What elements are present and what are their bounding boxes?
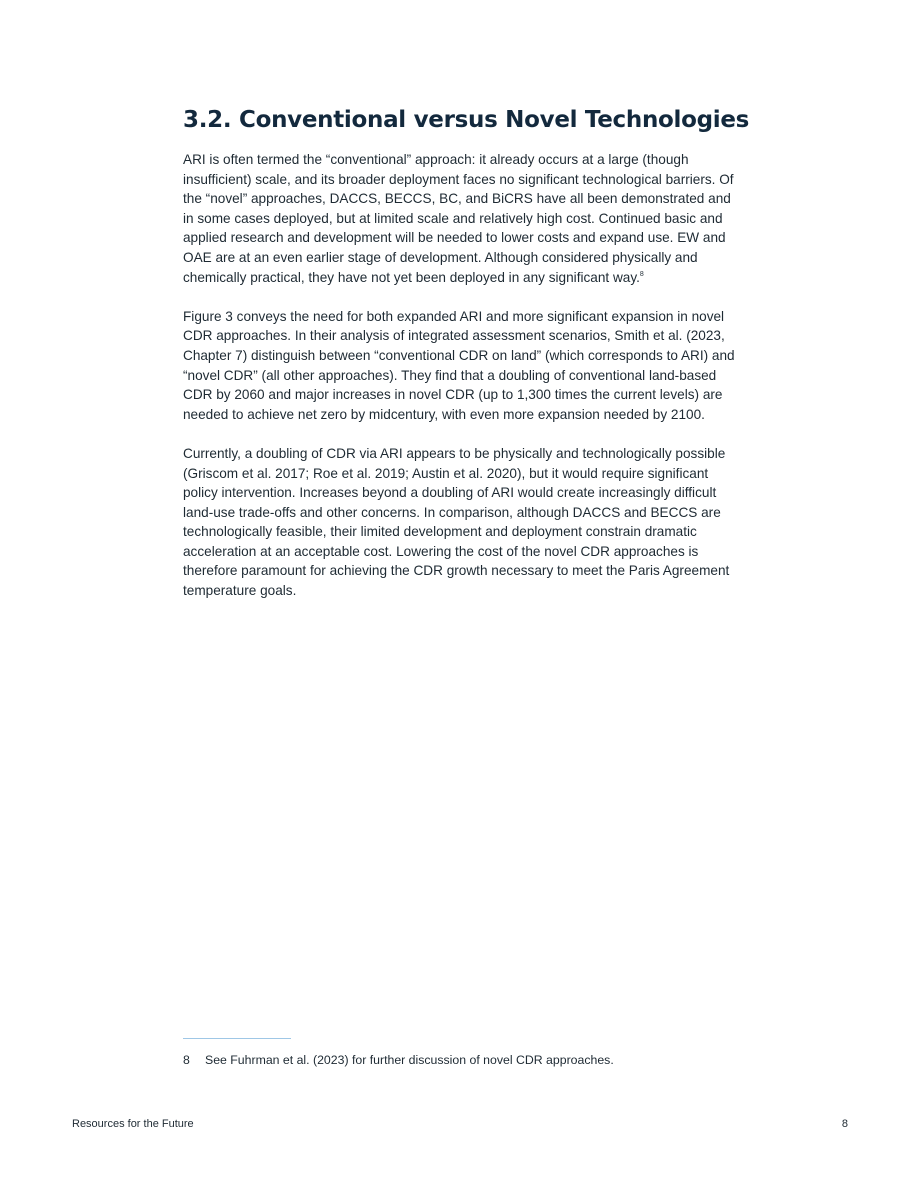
footnote <box>183 1052 614 1068</box>
paragraph-1 <box>183 150 743 287</box>
section-heading: 3.2. Conventional versus Novel Technologies <box>183 107 750 133</box>
page-number: 8 <box>841 1118 848 1130</box>
paragraph-2: Figure 3 conveys the need for both expanded ARI and more significant expansion in novel CDR approaches. In their analysis of integrated assessment scenarios, Smith et al. (2023, Chapter 7) distinguish between “conventional CDR on land” (which corresponds to ARI) and “novel CDR” (all other approaches). They find that a doubling of conventional land-based CDR by 2060 and major increases in novel CDR (up to 1,300 times the current levels) are needed to achieve net zero by midcentury, with even more expansion needed by 2100. <box>183 308 735 422</box>
paragraph-1-text: ARI is often termed the “conventional” approach: it already occurs at a large (though insufficient) scale, and its broader deployment faces no significant technological barriers. Of the “novel” approaches, DACCS, BECCS, BC, and BiCRS have all been demonstrated and in some cases deployed, but at limited scale and relatively high cost. Continued basic and applied research and development will be needed to lower costs and expand use. EW and OAE are at an even earlier stage of development. Although considered physically and chemically practical, they have not yet been deployed in any significant way. <box>183 152 734 285</box>
footnote-reference[interactable]: 8 <box>639 270 644 278</box>
body-text <box>183 150 743 620</box>
footer-publisher: Resources for the Future <box>72 1118 194 1130</box>
footnote-text: See Fuhrman et al. (2023) for further discussion of novel CDR approaches. <box>205 1053 614 1067</box>
footnote-number: 8 <box>183 1053 190 1067</box>
footnote-divider <box>183 1038 291 1039</box>
paragraph-3: Currently, a doubling of CDR via ARI appears to be physically and technologically possible (Griscom et al. 2017; Roe et al. 2019; Austin et al. 2020), but it would require significant policy intervention. Increases beyond a doubling of ARI would create increasingly difficult land-use trade-offs and other concerns. In comparison, although DACCS and BECCS are technologically feasible, their limited development and deployment constrain dramatic acceleration at an acceptable cost. Lowering the cost of the novel CDR approaches is therefore paramount for achieving the CDR growth necessary to meet the Paris Agreement temperature goals. <box>183 445 730 599</box>
